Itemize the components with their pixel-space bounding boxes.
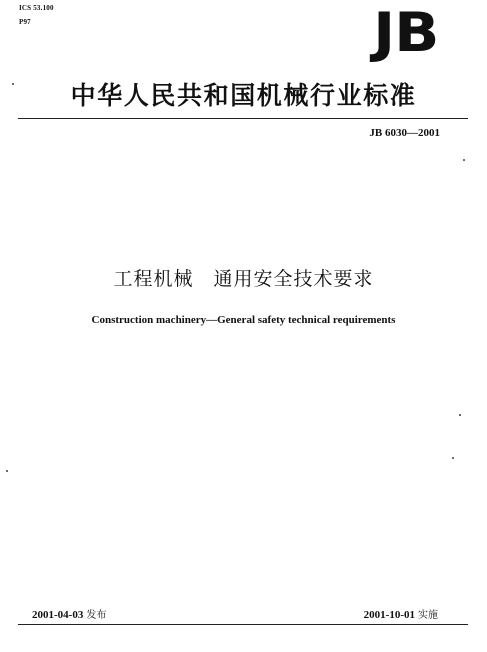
standard-number: JB 6030—2001 [369,127,440,139]
issue-date-value: 2001-04-03 [32,609,84,621]
top-rule [18,118,468,119]
ccs-code: P97 [19,18,31,26]
scan-speck [463,159,465,161]
ics-code: ICS 53.100 [19,4,54,12]
scan-speck [6,470,8,472]
scan-speck [12,83,14,85]
implementation-date-value: 2001-10-01 [363,609,415,621]
issue-label: 发布 [86,610,107,621]
document-title-cn: 工程机械 通用安全技术要求 [113,268,374,290]
scan-speck [452,457,454,459]
issue-date [32,606,106,621]
bottom-rule [18,624,468,625]
scan-speck [459,414,461,416]
implementation-date [364,606,438,621]
document-title-en: Construction machinery—General safety technical requirements [91,314,396,326]
jb-logo: JB [372,1,438,64]
implementation-label: 实施 [418,610,438,621]
standard-title: 中华人民共和国机械行业标准 [70,81,417,110]
